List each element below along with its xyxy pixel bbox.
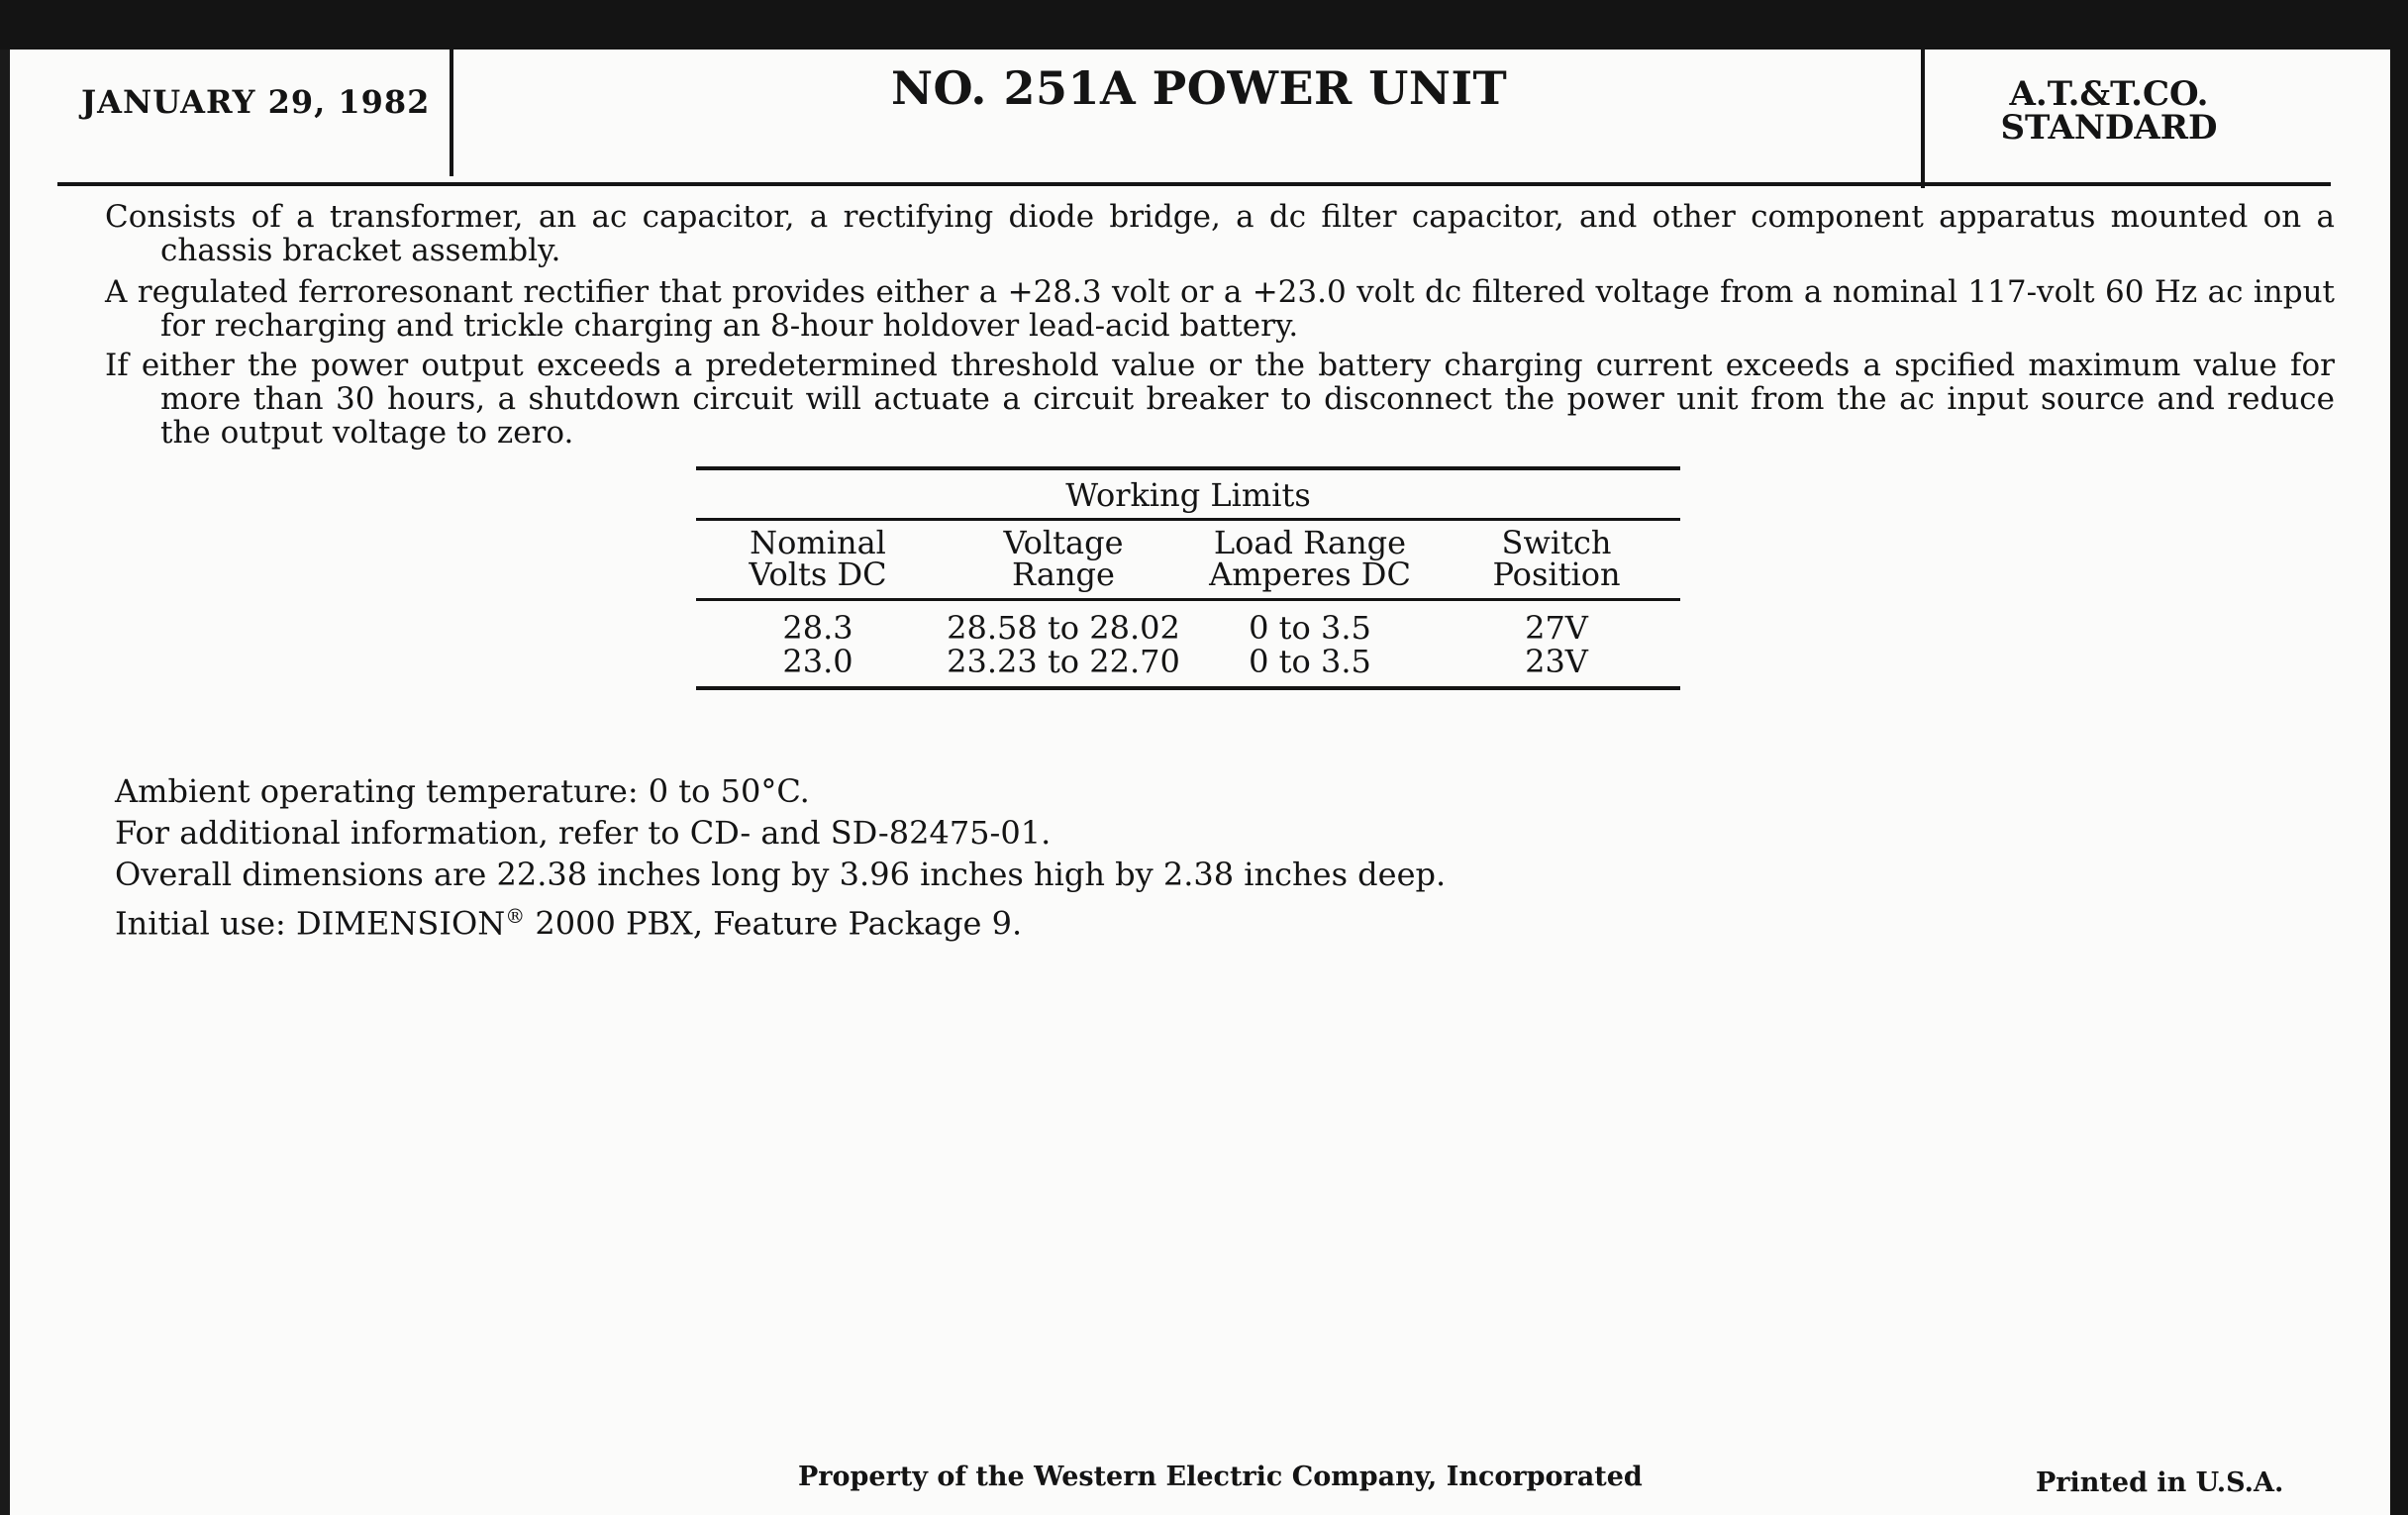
column-nominal-volts <box>696 611 940 678</box>
column-header-line: Nominal <box>750 524 886 561</box>
initial-use-line <box>115 898 1022 942</box>
working-limits-table <box>696 466 1680 690</box>
table-cell: 23.0 <box>782 643 853 680</box>
initial-use-suffix: 2000 PBX, Feature Package 9. <box>525 904 1023 943</box>
column-switch-position <box>1433 611 1680 678</box>
ambient-temperature-line: Ambient operating temperature: 0 to 50°C. <box>115 772 810 810</box>
table-cell: 23V <box>1525 643 1588 680</box>
column-load-range <box>1187 611 1433 678</box>
dimensions-line: Overall dimensions are 22.38 inches long by 3.96 inches high by 2.38 inches deep. <box>115 856 1447 893</box>
table-cell: 23.23 to 22.70 <box>947 643 1180 680</box>
table-header-row <box>696 521 1680 598</box>
table-cell: 0 to 3.5 <box>1249 643 1371 680</box>
table-body <box>696 601 1680 686</box>
column-header-load-range <box>1187 524 1433 593</box>
registered-mark: ® <box>505 904 526 928</box>
table-cell: 0 to 3.5 <box>1249 609 1371 647</box>
column-header-line: Voltage <box>1003 524 1124 561</box>
paragraph-shutdown: If either the power output exceeds a predetermined threshold value or the battery charging current exceeds a spcified maximum value for more than 30 hours, a shutdown circuit will actuate a circuit breaker to disconnect the power unit from the ac input source and reduce the output voltage to zero. <box>105 348 2335 451</box>
table-cell: 27V <box>1525 609 1588 647</box>
header-standard <box>1921 74 2297 148</box>
column-voltage-range <box>940 611 1187 678</box>
scan-border-top <box>0 0 2408 50</box>
initial-use-prefix: Initial use: DIMENSION <box>115 904 506 943</box>
column-header-voltage-range <box>940 524 1187 593</box>
reference-line: For additional information, refer to CD- and SD-82475-01. <box>115 814 1052 852</box>
header-divider-left <box>450 28 453 176</box>
column-header-nominal-volts <box>696 524 940 593</box>
header-standard-line2: STANDARD <box>2000 108 2218 148</box>
column-header-line: Switch <box>1501 524 1612 561</box>
column-header-line: Amperes DC <box>1209 556 1411 593</box>
column-header-line: Range <box>1012 556 1115 593</box>
paragraph-description: Consists of a transformer, an ac capacitor, a rectifying diode bridge, a dc filter capacitor, and other component apparatus mounted on a chassis bracket assembly. <box>105 199 2335 268</box>
header-rule <box>57 182 2331 186</box>
column-header-line: Load Range <box>1213 524 1407 561</box>
page-title: NO. 251A POWER UNIT <box>891 61 1508 115</box>
table-caption: Working Limits <box>1065 476 1311 514</box>
header-date: JANUARY 29, 1982 <box>81 83 431 121</box>
paragraph-function: A regulated ferroresonant rectifier that provides either a +28.3 volt or a +23.0 volt dc filtered voltage from a nominal 117-volt 60 Hz ac input for recharging and trickle charging an 8-hour holdover lead-acid battery. <box>105 274 2335 344</box>
table-cell: 28.58 to 28.02 <box>947 609 1180 647</box>
column-header-line: Position <box>1492 556 1621 593</box>
table-bottom-rule <box>696 686 1680 690</box>
column-header-switch-position <box>1433 524 1680 593</box>
table-cell: 28.3 <box>782 609 853 647</box>
footer-property-notice: Property of the Western Electric Company, Incorporated <box>798 1462 1643 1492</box>
footer-printed-in: Printed in U.S.A. <box>2036 1467 2284 1498</box>
column-header-line: Volts DC <box>749 556 887 593</box>
scan-border-right <box>2390 0 2408 1515</box>
header-standard-line1: A.T.&T.CO. <box>2009 74 2209 114</box>
